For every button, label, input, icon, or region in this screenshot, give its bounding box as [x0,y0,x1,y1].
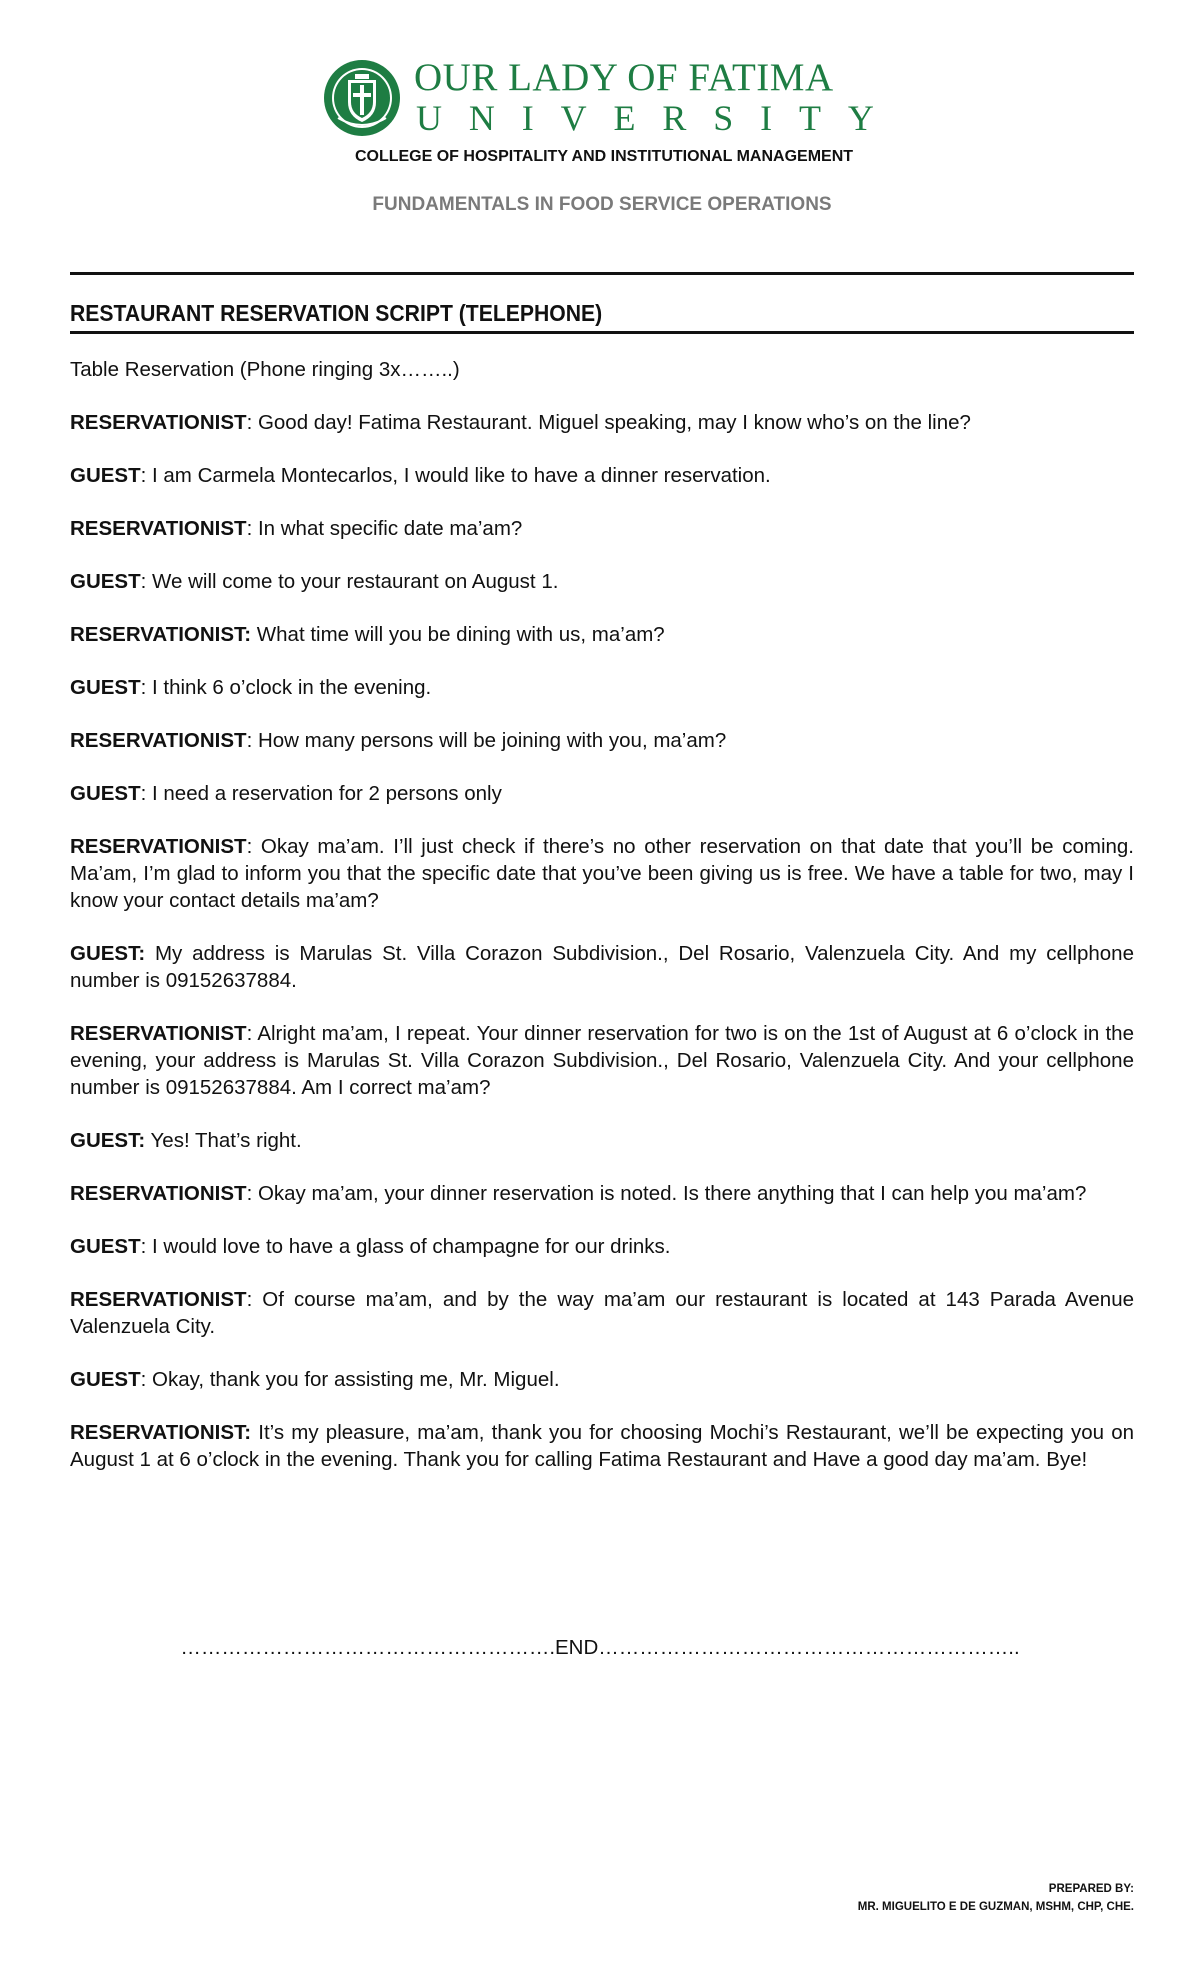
university-letter: U [416,98,442,138]
speaker-label: GUEST [70,464,141,487]
script-body [70,356,1134,1499]
dialogue-text: Yes! That’s right. [145,1129,302,1152]
university-letter: E [613,98,636,138]
university-letter: V [560,98,587,138]
dialogue-line [70,1180,1134,1207]
speaker-label: RESERVATIONIST [70,835,247,858]
speaker-label: RESERVATIONIST [70,729,247,752]
college-name: COLLEGE OF HOSPITALITY AND INSTITUTIONAL MANAGEMENT [354,148,854,165]
dialogue-line [70,1233,1134,1260]
course-title: FUNDAMENTALS IN FOOD SERVICE OPERATIONS [372,194,832,215]
dialogue-text: : Okay, thank you for assisting me, Mr. Miguel. [140,1368,560,1391]
speaker-label: RESERVATIONIST [70,1022,247,1045]
dialogue-text: : I need a reservation for 2 persons only [140,782,502,805]
dialogue-line [70,462,1134,489]
dialogue-line [70,515,1134,542]
header-divider [70,272,1134,275]
university-letter: T [799,98,822,138]
university-seal-icon [322,58,402,138]
university-letter: I [521,98,534,138]
university-letter: Y [847,98,874,138]
author-name: MR. MIGUELITO E DE GUZMAN, MSHM, CHP, CHE. [857,1901,1134,1913]
dialogue-line [70,568,1134,595]
dialogue-text: : I would love to have a glass of champagne for our drinks. [140,1235,671,1258]
dialogue-text: It’s my pleasure, ma’am, thank you for choosing Mochi’s Restaurant, we’ll be expecting you on August 1 at 6 o’clock in the evening. Thank you for calling Fatima Restaurant and Have a good day ma’am. Bye! [70,1421,1134,1471]
dialogue-line [70,833,1134,914]
speaker-label: RESERVATIONIST [70,1288,247,1311]
dialogue-text: : Okay ma’am. I’ll just check if there’s no other reservation on that date that you’ll be coming. Ma’am, I’m glad to inform you that the specific date that you’ve been giving us is free. We have a table for two, may I know your contact details ma’am? [70,835,1134,912]
dialogue-line [70,1127,1134,1154]
dialogue-text: : Good day! Fatima Restaurant. Miguel speaking, may I know who’s on the line? [246,411,971,434]
dialogue-line [70,1286,1134,1340]
dialogue-line [70,621,1134,648]
speaker-label: RESERVATIONIST [70,411,247,434]
dialogue-line [70,727,1134,754]
dialogue-line [70,409,1134,436]
dialogue-line [70,1020,1134,1101]
dialogue-text: What time will you be dining with us, ma’am? [251,623,665,646]
dialogue-line [70,940,1134,994]
dialogue-text: : I am Carmela Montecarlos, I would like to have a dinner reservation. [140,464,771,487]
speaker-label: GUEST [70,782,141,805]
university-name-line2 [416,98,874,138]
speaker-label: GUEST: [70,942,146,965]
dialogue-line [70,1366,1134,1393]
dialogue-line [70,674,1134,701]
speaker-label: RESERVATIONIST [70,517,247,540]
speaker-label: RESERVATIONIST [70,1182,247,1205]
university-logo [322,56,882,138]
dialogue-text: : Okay ma’am, your dinner reservation is noted. Is there anything that I can help you ma’am? [246,1182,1087,1205]
dialogue-text: : We will come to your restaurant on August 1. [140,570,559,593]
university-letter: N [468,98,495,138]
dialogue-text: : Of course ma’am, and by the way ma’am our restaurant is located at 143 Parada Avenue Valenzuela City. [70,1288,1134,1338]
university-letter: R [662,98,687,138]
university-letter: S [713,98,734,138]
prepared-by-label: PREPARED BY: [1048,1883,1134,1895]
dialogue-line [70,780,1134,807]
prepared-by-block [858,1880,1134,1916]
university-letter: I [760,98,773,138]
speaker-label: GUEST [70,1235,141,1258]
speaker-label: GUEST [70,676,141,699]
speaker-label: GUEST [70,1368,141,1391]
speaker-label: RESERVATIONIST: [70,1421,252,1444]
dialogue-text: My address is Marulas St. Villa Corazon Subdivision., Del Rosario, Valenzuela City. And my cellphone number is 09152637884. [70,942,1134,992]
dialogue-text: : How many persons will be joining with you, ma’am? [246,729,727,752]
dialogue-text: : I think 6 o’clock in the evening. [140,676,432,699]
dialogue-text: : In what specific date ma’am? [246,517,523,540]
speaker-label: RESERVATIONIST: [70,623,252,646]
dialogue-text: : Alright ma’am, I repeat. Your dinner reservation for two is on the 1st of August at 6 o’clock in the evening, your address is Marulas St. Villa Corazon Subdivision., Del Rosario, Valenzuela City. And your cellphone number is 09152637884. Am I correct ma’am? [70,1022,1134,1099]
university-name-line1: OUR LADY OF FATIMA [414,56,834,99]
dialogue-list [70,409,1134,1473]
title-divider [70,331,1134,334]
speaker-label: GUEST [70,570,141,593]
end-marker: ……………………………………………….END…………………………………………………….. [180,1636,1020,1659]
document-title: RESTAURANT RESERVATION SCRIPT (TELEPHONE) [70,300,603,326]
dialogue-line [70,1419,1134,1473]
speaker-label: GUEST: [70,1129,146,1152]
intro-line: Table Reservation (Phone ringing 3x……..) [70,358,460,381]
